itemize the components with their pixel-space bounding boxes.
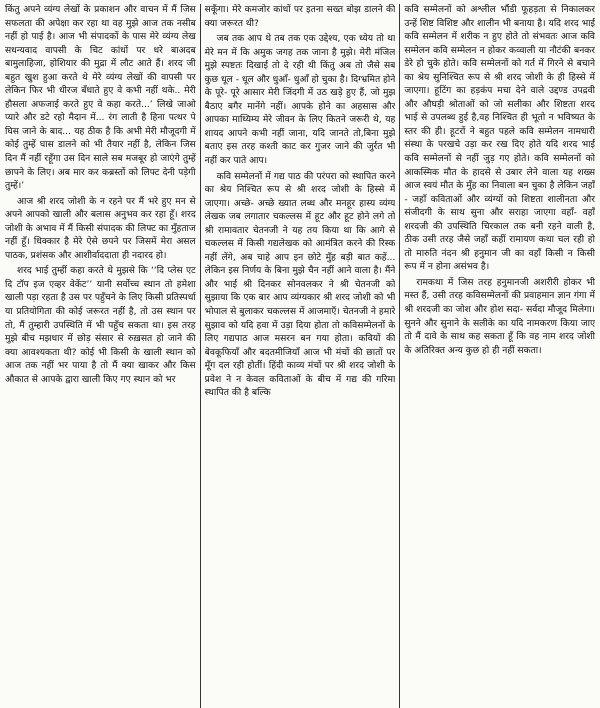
paragraph: जब तक आप थे तब तक एक उद्देश्य, एक ध्येय तो था मेरे मन में कि अमुक जगह तक जाना है मुझे। मेरी मंजिल मुझे स्पष्टतः दिखाई तो दे रही थी किंतु अब तो जैसे सब कुछ धूल - धूल और धुआँ- धुआँ हो चुका है। दिग्भ्रमित होने के पूरे- पूरे आसार मेरी जिंदगी में उठ खड़े हुए हैं, जो मुझ बैठाए बगैर मानेंगे नहीं। आपके होने का अहसास और आपका माध्यिम्य मेरे जीवन के लिए कितने जरूरी थे, यह शायद आपने कभी नहीं जाना, यदि जानते तो,बिना मुझे बताए इस तरह कश्ती काट कर गुजर जाने की जुर्रत भी नहीं कर पाते आप। xyxy=(204,34,396,167)
paragraph: कवि सम्मेलनों में गद्य पाठ की परंपरा को स्थापित करने का श्रेय निश्चित रूप से श्री शरद जोशी के हिस्से में जाएगा। अच्छे- अच्छे ख्यात लब्ध और मनहूर हास्य व्यंग्य लेखक जब लगातार चकल्लस में हूट और हूट होने लगे तो श्री रामावतार चेतनजी ने यह तय किया था कि आगे से चकल्लस में किसी गद्यलेखक को आमंत्रित करने की रिस्क नहीं लेंगे, अब चाहे आप इन छोटे मुँह बड़ी बात कहें... लेकिन इस निर्णय के बिना मुझे चैन नहीं आने वाला है। मैंने और भाई श्री दिनकर सोनवलकर ने श्री चेतनजी को सुझाया कि एक बार आप व्यंग्यकार श्री शरद जोशी को भी भोपाल से बुलाकर चकल्लस में आजमाएँ। चेतनजी ने हमारे सुझाव को यदि हवा में उड़ा दिया होता तो कविसम्मेलनों के लिए गद्यपाठ आज मसरन बन गया होता। कवियों की बेवकूफियाँ और बदतमीजियाँ आज भी मंचों की छातों पर मूँग दल रही होतीं। हिंदी काव्य मंचों पर श्री शरद जोशी के प्रवेश ने न केवल कविताओं के बीच में गद्य की गरिमा स्थापित की है बल्कि xyxy=(204,171,396,399)
paragraph: कवि सम्मेलनों को अश्लील भौंडी फूहड़ता से निकालकर उन्हें शिष्ट विशिष्ट और शालीन भी बनाया है। यदि शरद भाई कवि सम्मेलन में शरीक न हुए होते तो संभवतः आज कवि सम्मेलन कवि सम्मेलन न होकर कव्वाली या नौटंकी बनकर डेरे हो चुके होते। कवि सम्मेलनों को गर्त में गिरने से बचाने का श्रेय सुनिश्चित रूप से श्री शरद जोशी के ही हिस्से में जाएगा। हूटिंग का हड़कंप मचा देने वाले उद्दण्ड उपद्रवी और औघड़ी श्रोताओं को जो सलीका और शिष्टता शरद भाई से उपलब्ध हुई है,वह निश्चित ही भूतो न भविष्यत के स्तर की ही। हूटरों ने बहुत पहले कवि सम्मेलन नामधारी संस्था के परखचे उड़ा कर रख दिए होते यदि शरद भाई कवि सम्मेलनों से नहीं जुड़ गए होते। कवि सम्मेलनों को आकस्मिक मौत के हादसे से उबार लेने वाला यह शख्स आज स्वयं मौत के मुँह का निवाला बन चुका है लेकिन जहाँ - जहाँ कविताओं और व्यंग्यों को शिष्टता शालीनता और संजीदगी के साथ सुना और सराहा जाएगा वहाँ- वहाँ शरदजी की उपस्थिति चिरकाल तक बनी रहने वाली है, ठीक उसी तरह जैसे जहाँ कहीं रामायण कथा चल रही हो तो मारुति नंदन श्री हनुमान जी का वहाँ किसी न किसी रूप में न होना असंभव है। xyxy=(404,5,596,273)
text-column-2 xyxy=(205,4,396,708)
text-column-3 xyxy=(404,4,595,708)
paragraph: किंतु अपने व्यंग्य लेखों के प्रकाशन और वाचन में मैं जिस सफलता की अपेक्षा कर रहा था वह मुझे आज तक नसीब नहीं हो पाई है। आज भी संपादकों के पास मेरे व्यंग्य लेख सधन्यवाद वापसी के चिट कांधों पर धरे बाअदब बामुलाहिजा, होशियार की मुद्रा में लौट आते हैं। शरद जी बहुत खुश हुआ करते थे मेरे व्यंग्य लेखों की वापसी पर लेकिन फिर भी धीरज बँधाते हुए वे कभी नहीं थके.. मेरी हौसला अफजाई करते हुए वे कहा करते...’ लिखे जाओ प्यारे और डटे रहो मैदान में... रंग लाती है हिना पत्थर पे घिस जाने के बाद... यह ठीक है कि अभी मेरी मौजूदगी में कोई तुम्हें घास डालने को भी तैयार नहीं है, लेकिन जिस दिन मैं नहीं रहूँगा उस दिन साले सब मजबूर हो जाएंगे तुम्हें छापने के लिए। अब मार कर कब्रस्तों को लिफ्ट देनी पड़ेगी तुम्हें।’ xyxy=(5,5,196,192)
column-divider xyxy=(200,4,201,708)
paragraph: रामकथा में जिस तरह हनुमानजी अशरीरी होकर भी मस्त हैं, उसी तरह कविसम्मेलनों की प्रवाहमान ज्ञान गंगा में श्री शरदजी का जोश और होश सदा- सर्वदा मौजूद मिलेगा। सुनने और सुनाने के सलीके का यदि नामकरण किया जाए तो मैं दावे के साथ कह सकता हूँ कि वह नाम शरद जोशी के अतिरिक्त अन्य कुछ हो ही नहीं सकता। xyxy=(404,277,596,356)
text-column-1 xyxy=(5,4,196,708)
paragraph: आज श्री शरद जोशी के न रहने पर मैं भरे हुए मन से अपने आपको खाली और बलास अनुभव कर रहा हूँ। शरद जोशी के अभाव में मैं किसी संपादक की लिफ्ट का मुँहताज नहीं हूँ। धिक्कार है मेरे ऐसे छपने पर जिसमें मेरा असल पाठक, प्रशंसक और आशीर्वाददाता ही नदारद हो। xyxy=(5,196,196,261)
paragraph: शरद भाई तुम्हीं कहा करते थे मुझसे कि ‘‘दि प्लेस एट दि टॉप इज एव्हर वेकेंट’’ यानी सर्वोच्च स्थान तो हमेशा खाली पड़ा रहता है उस पर पहुँचने के लिए किसी प्रतिस्पर्धा या प्रतियोगिता की कोई जरूरत नहीं है, तो उस स्थान पर तो, मैं तुम्हारी उपस्थिति में भी पहुँच सकता था। इस तरह मुझे बीच मझधार में छोड़ संसार से रुख़सत हो जाने की क्या आवश्यकता थी? कोई भी किसी के खाली स्थान को आज तक नहीं भर पाया है तो मैं क्या खाकर और किस औकात से आपके द्वारा खाली किए गए स्थान को भर xyxy=(5,266,196,385)
column-divider xyxy=(399,4,400,708)
paragraph: सकूँगा। मेरे कमजोर कांधों पर इतना सख्त बोझ डालने की क्या जरूरत थी? xyxy=(204,5,396,29)
